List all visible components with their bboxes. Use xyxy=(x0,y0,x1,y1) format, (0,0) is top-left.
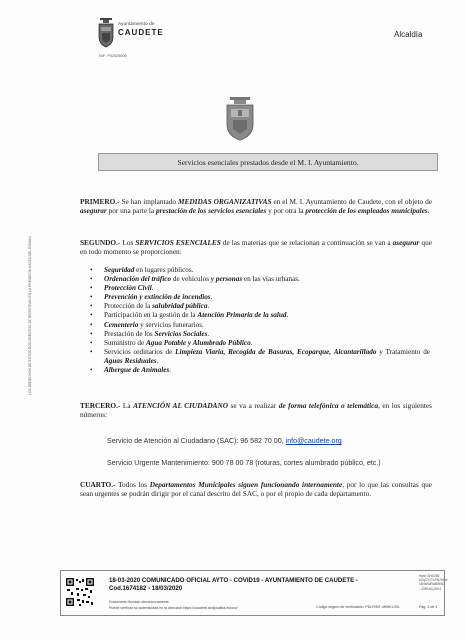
footer-page-number: Pág. 3 de 1 xyxy=(419,605,438,609)
list-item xyxy=(90,284,430,293)
primero-text: y por otra la xyxy=(266,206,306,216)
item-text: . xyxy=(156,356,159,365)
item-emphasis: y personas xyxy=(210,275,243,284)
item-text: Servicios ordinarios de xyxy=(104,347,176,356)
item-text: y servicios funerarios. xyxy=(138,320,204,329)
nif-number: NIF: P0202500E xyxy=(99,54,128,58)
cuarto-emphasis: Departamentos Municipales siguen funcionando internamente xyxy=(149,480,343,489)
tercero-text: se va a realizar xyxy=(228,401,279,410)
item-emphasis: Prevención y extinción de incendios xyxy=(104,293,211,302)
item-text: Suministro de xyxy=(104,338,146,347)
item-text: y Tratamiento de xyxy=(376,347,430,356)
hash-line: Hash SHA256: xyxy=(419,574,441,578)
footer-verify-link[interactable]: Puede verificar su autenticidad en la dirección https://caudete.sedipualba.es/ovv/ xyxy=(109,606,238,610)
item-emphasis: Limpieza Viaria, Recogida de Basuras, Ecoparque, Alcantarillado xyxy=(175,347,377,356)
list-item xyxy=(90,321,430,330)
item-emphasis: Protección Civil xyxy=(104,284,152,293)
primero-emphasis: prestación de los servicios esenciales xyxy=(156,206,267,216)
item-emphasis: Aguas Residuales xyxy=(104,356,157,365)
primero-text: en el M. I. Ayuntamiento de Caudete, con el objeto de xyxy=(271,197,432,206)
item-text: Prestación de los xyxy=(104,329,155,338)
sac-service-line xyxy=(107,437,342,445)
segundo-text: que en todo momento se proporcionen: xyxy=(80,238,432,257)
item-text: . xyxy=(169,366,172,375)
item-text: Participación en la gestión de la xyxy=(104,311,198,320)
segundo-text: Los xyxy=(120,238,136,247)
list-item xyxy=(90,293,430,302)
tercero-lead: TERCERO.- xyxy=(80,401,121,410)
item-text: . xyxy=(210,293,213,302)
coat-of-arms-icon xyxy=(224,94,256,142)
cuarto-text: , por lo que las consultas que sean urgentes se podrán dirigir por el canal descrito del SAC, o por el propio de cada departamento. xyxy=(80,480,432,499)
municipal-shield-icon xyxy=(97,16,115,48)
item-text: . xyxy=(207,329,210,338)
footer-document-title xyxy=(109,577,358,593)
paragraph-cuarto xyxy=(80,480,432,499)
item-emphasis: Atención Primaria de la salud xyxy=(197,311,287,320)
signature-footer xyxy=(60,570,448,616)
segundo-lead: SEGUNDO.- xyxy=(80,238,121,247)
primero-emphasis: asegurar xyxy=(80,206,107,216)
footer-verification-code: Código seguro de verificación: PDLR/NT-4HMKL3VL xyxy=(316,605,401,609)
primero-text: por una parte la xyxy=(106,206,156,216)
primero-text: . xyxy=(427,206,430,216)
footer-title-line: 18-03-2020 COMUNICADO OFICIAL AYTO - COVID19 - AYUNTAMIENTO DE CAUDETE - xyxy=(109,577,358,584)
tercero-text: , en los siguientes números: xyxy=(80,401,432,420)
segundo-emphasis: asegurar xyxy=(392,238,420,247)
primero-text: Se han implantado xyxy=(119,197,179,206)
paragraph-segundo xyxy=(80,238,432,257)
sac-email-link[interactable]: info@caudete.org xyxy=(285,437,342,445)
list-item xyxy=(90,339,430,348)
side-margin-note: LOS DERECHOS DE ESTOS DOCUMENTOS SE REGISTRAN EN LA PRESENTA HASTA DEL ROMAN xyxy=(28,236,32,395)
list-item xyxy=(90,366,430,375)
paragraph-primero xyxy=(80,197,432,216)
essential-services-list xyxy=(90,266,430,375)
qr-code-icon xyxy=(65,577,95,607)
paragraph-tercero xyxy=(80,401,432,420)
list-item xyxy=(90,266,430,275)
list-item xyxy=(90,348,430,366)
maintenance-service-line: Servicio Urgente Mantenimiento: 900 78 00 78 (roturas, cortes alumbrado público, etc.) xyxy=(107,459,381,467)
council-name: CAUDETE xyxy=(118,27,164,37)
sac-text: Servicio de Atención al Ciudadano (SAC): 96 582 70 00, xyxy=(107,437,286,445)
primero-emphasis: protección de los empleados municipales xyxy=(305,206,428,216)
hash-line: L6HsNuRa8MEB3 xyxy=(419,582,446,587)
footer-code-line: Cod.1674182 - 18/03/2020 xyxy=(109,585,183,592)
item-emphasis: Ordenación del tráfico xyxy=(104,275,172,284)
item-text: Protección de la xyxy=(104,302,153,311)
footer-hash xyxy=(419,574,448,591)
primero-emphasis: MEDIDAS ORGANIZATIVAS xyxy=(178,197,272,206)
item-text: de vehículos xyxy=(171,275,211,284)
item-emphasis: Agua Potable y Alumbrado Público xyxy=(145,338,251,347)
item-text: . xyxy=(207,302,210,311)
segundo-text: de las materias que se relacionan a continuación se van a xyxy=(220,238,393,247)
item-text: . xyxy=(151,284,154,293)
item-text: . xyxy=(250,338,253,347)
tercero-emphasis: de forma telefónica o telemática xyxy=(278,401,378,410)
cuarto-text: Todos los xyxy=(115,480,150,489)
document-title: Servicios esenciales prestados desde el M. I. Ayuntamiento. xyxy=(98,153,438,171)
item-text: en lugares públicos. xyxy=(134,266,194,274)
item-text: . xyxy=(286,311,289,320)
list-item xyxy=(90,311,430,320)
segundo-emphasis: SERVICIOS ESENCIALES xyxy=(135,238,221,247)
list-item xyxy=(90,302,430,311)
office-name: Alcaldía xyxy=(394,30,423,39)
tercero-emphasis: ATENCIÓN AL CIUDADANO xyxy=(133,401,229,410)
list-item xyxy=(90,275,430,284)
tercero-text: La xyxy=(120,401,134,410)
hash-line: vOqOYxTxP/k2Wm/ xyxy=(419,578,448,583)
item-emphasis: Servicios Sociales xyxy=(154,329,208,338)
primero-lead: PRIMERO.- xyxy=(80,197,120,206)
list-item xyxy=(90,330,430,339)
footer-signed-note: Documento firmado electrónicamente. xyxy=(109,600,170,604)
item-emphasis: Albergue de Animales xyxy=(104,366,170,375)
hash-line: ...DtRUiAQDE4 xyxy=(419,586,441,591)
council-label: Ayuntamiento de xyxy=(118,21,155,26)
item-emphasis: Cementerio xyxy=(104,320,139,329)
item-emphasis: salubridad pública xyxy=(152,302,208,311)
item-emphasis: Seguridad xyxy=(104,266,135,274)
cuarto-lead: CUARTO.- xyxy=(80,480,116,489)
item-text: en las vías urbanas. xyxy=(242,275,300,284)
